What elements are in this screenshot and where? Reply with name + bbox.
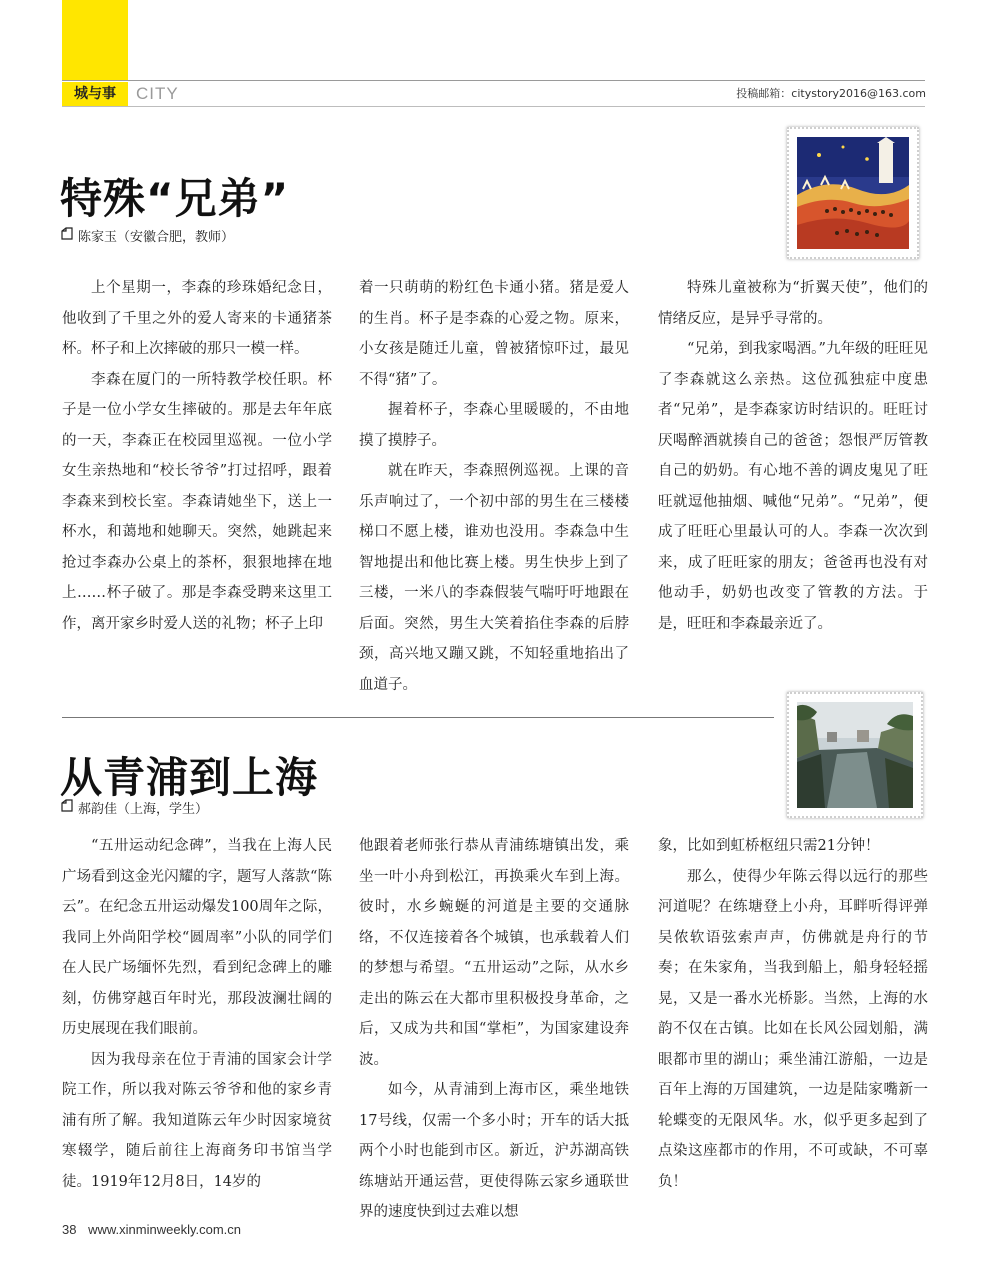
section-label: 城与事 bbox=[62, 82, 128, 106]
footer-url: www.xinminweekly.com.cn bbox=[88, 1222, 242, 1237]
paragraph: 就在昨天，李森照例巡视。上课的音乐声响过了，一个初中部的男生在三楼楼梯口不愿上楼，谁劝也没用。李森急中生智地提出和他比赛上楼。男生快步上到了三楼，一米八的李森假装气喘吁吁地跟在后面。突然，男生大笑着掐住李森的后脖颈，高兴地又蹦又跳，不知轻重地掐出了血道子。 bbox=[359, 463, 629, 693]
article-2-author: 郝韵佳（上海，学生） bbox=[78, 802, 209, 817]
article-2-title: 从青浦到上海 bbox=[60, 753, 319, 802]
page-footer bbox=[62, 1222, 241, 1237]
header-top-rule bbox=[62, 80, 925, 81]
paragraph: 象，比如到虹桥枢纽只需21分钟！ bbox=[658, 838, 880, 854]
article-1-author: 陈家玉（安徽合肥，教师） bbox=[78, 230, 235, 245]
pen-icon bbox=[60, 799, 74, 817]
pen-icon bbox=[60, 227, 74, 245]
paragraph: 握着杯子，李森心里暖暖的，不由地摸了摸脖子。 bbox=[359, 402, 629, 449]
paragraph: 着一只萌萌的粉红色卡通小猪。猪是爱人的生肖。杯子是李森的心爱之物。原来，小女孩是随迁儿童，曾被猪惊吓过，最见不得“猪”了。 bbox=[359, 280, 629, 388]
article-2-column-1 bbox=[62, 831, 332, 1197]
canal-photo bbox=[797, 702, 913, 808]
paragraph: 他跟着老师张行恭从青浦练塘镇出发，乘坐一叶小舟到松江，再换乘火车到上海。彼时，水乡蜿蜒的河道是主要的交通脉络，不仅连接着各个城镇，也承载着人们的梦想与希望。“五卅运动”之际，从水乡走出的陈云在大都市里积极投身革命，之后，又成为共和国“掌柜”，为国家建设奔波。 bbox=[359, 838, 629, 1068]
paragraph: 特殊儿童被称为“折翼天使”，他们的情绪反应，是异乎寻常的。 bbox=[658, 280, 928, 327]
article-2-column-3 bbox=[658, 831, 928, 1197]
article-1-byline bbox=[60, 226, 234, 245]
stamp-illustration-1 bbox=[787, 127, 919, 259]
paragraph: 上个星期一，李森的珍珠婚纪念日，他收到了千里之外的爱人寄来的卡通猪茶杯。杯子和上次摔破的那只一模一样。 bbox=[62, 280, 332, 357]
header-bottom-rule bbox=[62, 106, 925, 107]
paragraph: 李森在厦门的一所特教学校任职。杯子是一位小学女生摔破的。那是去年年底的一天，李森正在校园里巡视。一位小学女生亲热地和“校长爷爷”打过招呼，跟着李森来到校长室。李森请她坐下，送上一杯水，和蔼地和她聊天。突然，她跳起来抢过李森办公桌上的茶杯，狠狠地摔在地上……杯子破了。那是李森受聘来这里工作，离开家乡时爱人送的礼物；杯子上印 bbox=[62, 371, 332, 632]
paragraph: 那么，使得少年陈云得以远行的那些河道呢？在练塘登上小舟，耳畔听得评弹吴侬软语弦索声声，仿佛就是舟行的节奏；在朱家角，当我到船上，船身轻轻摇晃，又是一番水光桥影。当然，上海的水韵不仅在古镇。比如在长风公园划船，满眼都市里的湖山；乘坐浦江游船，一边是百年上海的万国建筑，一边是陆家嘴新一轮蝶变的无限风华。水，似乎更多起到了点染这座都市的作用，不可或缺，不可辜负！ bbox=[658, 868, 928, 1190]
paragraph: “五卅运动纪念碑”，当我在上海人民广场看到这金光闪耀的字，题写人落款“陈云”。在纪念五卅运动爆发100周年之际，我同上外尚阳学校“圆周率”小队的同学们在人民广场缅怀先烈，看到纪念碑上的雕刻，仿佛穿越百年时光，那段波澜壮阔的历史展现在我们眼前。 bbox=[62, 838, 332, 1037]
article-2-byline bbox=[60, 798, 208, 817]
article-1-title: 特殊“兄弟” bbox=[60, 174, 290, 223]
article-1-column-1 bbox=[62, 273, 332, 639]
page-number: 38 bbox=[62, 1222, 77, 1237]
paragraph: 如今，从青浦到上海市区，乘坐地铁17号线，仅需一个多小时；开车的话大抵两个小时也能到市区。新近，沪苏湖高铁练塘站开通运营，更使得陈云家乡通联世界的速度快到过去难以想 bbox=[359, 1082, 629, 1220]
section-label-en: CITY bbox=[136, 84, 179, 103]
article-1-column-2 bbox=[359, 273, 629, 700]
paragraph: “兄弟，到我家喝酒。”九年级的旺旺见了李森就这么亲热。这位孤独症中度患者“兄弟”，是李森家访时结识的。旺旺讨厌喝醉酒就揍自己的爸爸；怨恨严厉管教自己的奶奶。有心地不善的调皮鬼见了旺旺就逗他抽烟、喊他“兄弟”。“兄弟”，便成了旺旺心里最认可的人。李森一次次到来，成了旺旺家的朋友；爸爸再也没有对他动手，奶奶也改变了管教的方法。于是，旺旺和李森最亲近了。 bbox=[658, 341, 928, 632]
article-2-column-2 bbox=[359, 831, 629, 1228]
submission-email: 投稿邮箱：citystory2016@163.com bbox=[736, 87, 926, 100]
article-divider bbox=[62, 717, 774, 718]
painting-image bbox=[797, 137, 909, 249]
yellow-header-tab bbox=[62, 0, 128, 80]
paragraph: 因为我母亲在位于青浦的国家会计学院工作，所以我对陈云爷爷和他的家乡青浦有所了解。我知道陈云年少时因家境贫寒辍学，随后前往上海商务印书馆当学徒。1919年12月8日，14岁的 bbox=[62, 1051, 332, 1190]
stamp-photo-2 bbox=[787, 692, 923, 818]
article-1-column-3 bbox=[658, 273, 928, 639]
